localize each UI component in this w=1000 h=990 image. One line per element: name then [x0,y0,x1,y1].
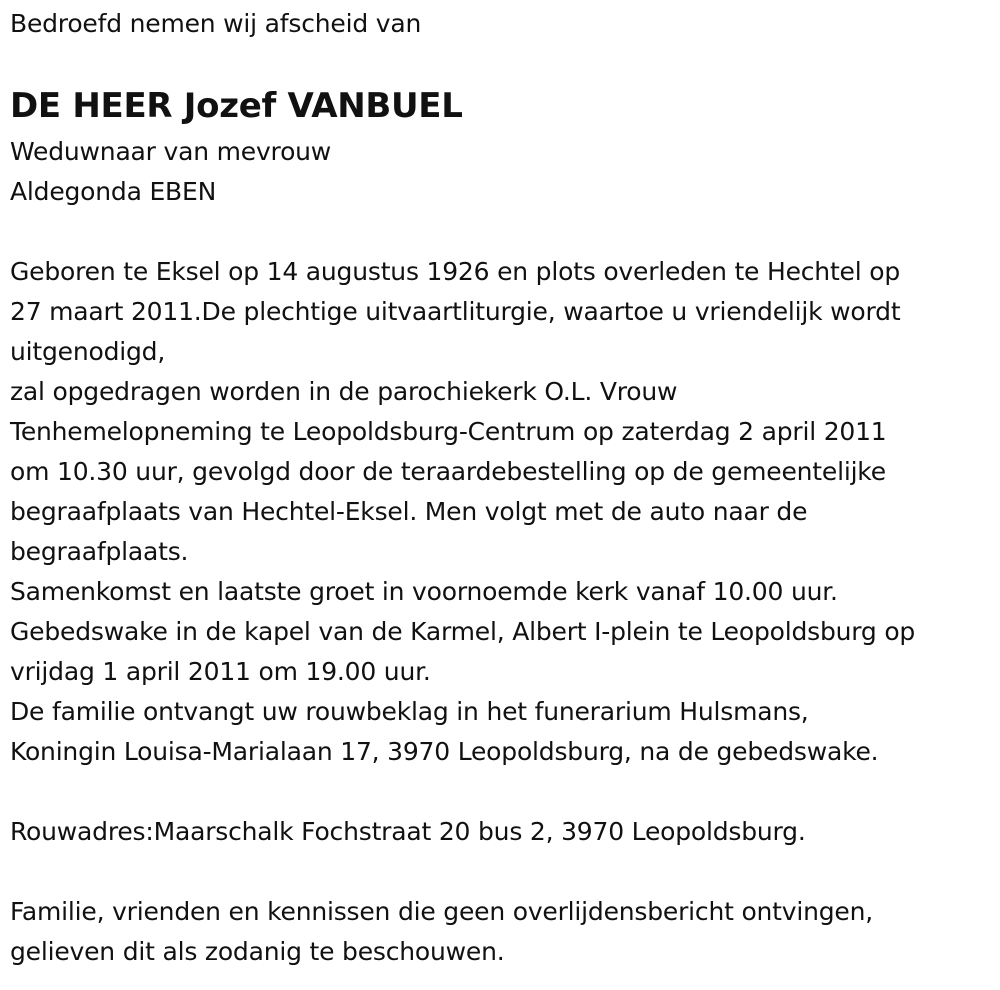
funeral-details [10,252,915,772]
body-line: Geboren te Eksel op 14 augustus 1926 en plots overleden te Hechtel op [10,257,900,286]
body-line: De familie ontvangt uw rouwbeklag in het funerarium Hulsmans, [10,697,809,726]
body-line: 27 maart 2011.De plechtige uitvaartliturgie, waartoe u vriendelijk wordt [10,297,901,326]
body-line: Gebedswake in de kapel van de Karmel, Albert I-plein te Leopoldsburg op [10,617,916,646]
body-line: Tenhemelopneming te Leopoldsburg-Centrum op zaterdag 2 april 2011 [10,417,887,446]
closing-note [10,892,873,972]
closing-line: Familie, vrienden en kennissen die geen overlijdensbericht ontvingen, [10,897,874,926]
body-line: uitgenodigd, [10,337,166,366]
mourning-address: Rouwadres:Maarschalk Fochstraat 20 bus 2, 3970 Leopoldsburg. [10,817,806,846]
body-line: zal opgedragen worden in de parochiekerk O.L. Vrouw [10,377,678,406]
widower-block [10,132,331,212]
body-line: om 10.30 uur, gevolgd door de teraardebestelling op de gemeentelijke [10,457,886,486]
closing-line: gelieven dit als zodanig te beschouwen. [10,937,505,966]
body-line: vrijdag 1 april 2011 om 19.00 uur. [10,657,431,686]
widower-line: Weduwnaar van mevrouw [10,137,332,166]
body-line: Koningin Louisa-Marialaan 17, 3970 Leopoldsburg, na de gebedswake. [10,737,879,766]
deceased-name: DE HEER Jozef VANBUEL [10,86,463,126]
body-line: Samenkomst en laatste groet in voornoemde kerk vanaf 10.00 uur. [10,577,838,606]
intro-text: Bedroefd nemen wij afscheid van [10,9,422,38]
body-line: begraafplaats van Hechtel-Eksel. Men volgt met de auto naar de [10,497,808,526]
widower-line: Aldegonda EBEN [10,177,217,206]
body-line: begraafplaats. [10,537,189,566]
